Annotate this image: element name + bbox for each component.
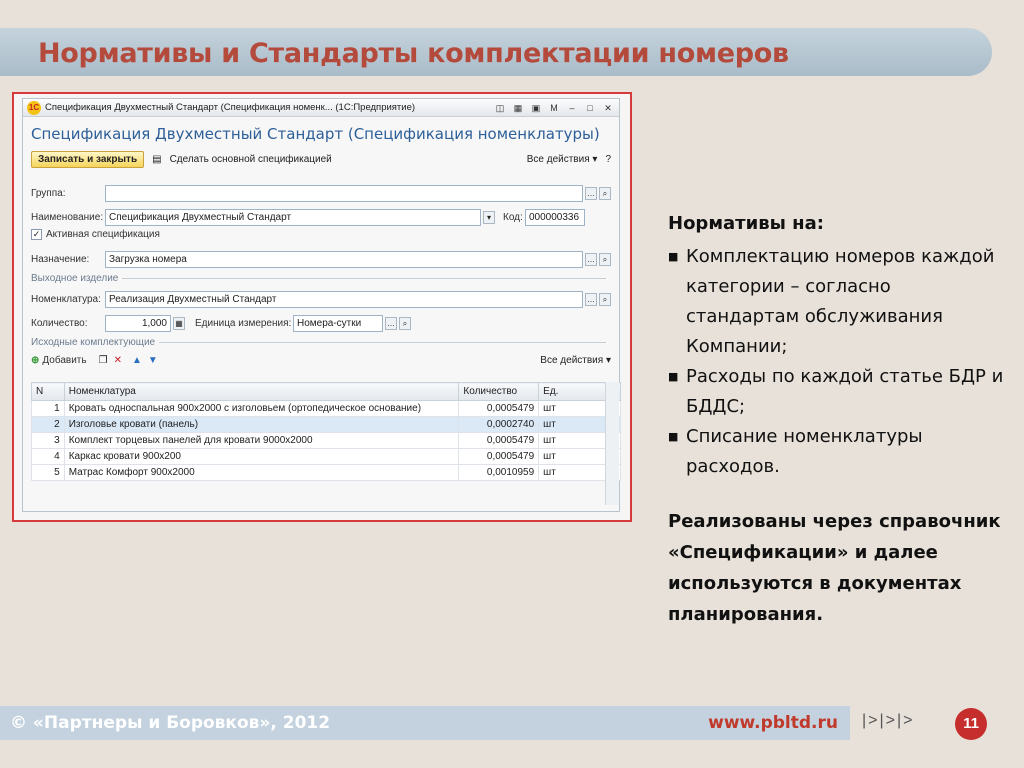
row-qty: 0,0005479 [459,449,539,465]
row-name: Каркас кровати 900х200 [64,449,459,465]
table-row[interactable] [32,401,621,417]
row-qty: 0,0005479 [459,401,539,417]
table-row-selected[interactable] [32,417,621,433]
spec-window [22,98,620,512]
window-titlebar [23,99,619,117]
bullet-text: Расходы по каждой статье БДР и БДДС; [686,366,1004,417]
save-icon[interactable]: ▤ [152,153,162,165]
row-name: Изголовье кровати (панель) [64,417,459,433]
quantity-label: Количество: [31,318,88,329]
active-row [31,229,160,240]
form-toolbar [23,147,619,171]
1c-logo-icon: 1С [27,101,41,115]
form-title: Спецификация Двухместный Стандарт (Спецификация номенклатуры) [31,125,600,143]
row-qty: 0,0002740 [459,417,539,433]
name-row [31,209,585,226]
purpose-search-icon[interactable]: ⌕ [599,253,611,266]
footer-arrows-icon: |>|>|> [862,712,915,729]
footer-url-link[interactable]: www.pbltd.ru [708,713,838,733]
move-down-icon[interactable]: ▼ [147,355,158,366]
table-scrollbar[interactable] [605,382,619,505]
add-button[interactable]: Добавить [42,355,87,366]
footer-bar [0,706,850,740]
code-label: Код: [503,212,523,223]
row-name: Кровать односпальная 900х2000 с изголовьем (ортопедическое основание) [64,401,459,417]
make-main-spec-button[interactable]: Сделать основной спецификацией [169,153,332,165]
table-row[interactable] [32,465,621,481]
active-label: Активная спецификация [46,229,160,240]
unit-field[interactable]: Номера-сутки [293,315,383,332]
row-unit: шт [539,417,621,433]
delete-icon[interactable]: ✕ [113,355,122,366]
nomenclature-field[interactable]: Реализация Двухместный Стандарт [105,291,583,308]
input-section: Исходные комплектующие [31,337,606,348]
unit-select-icon[interactable]: … [387,319,395,328]
active-checkbox[interactable]: ✓ [32,229,41,239]
row-unit: шт [539,465,621,481]
row-number: 5 [32,465,65,481]
all-actions-menu[interactable]: Все действия ▾ [526,153,598,165]
quantity-calc-icon[interactable]: ▦ [173,317,185,330]
page-number-badge: 11 [955,708,987,740]
row-number: 1 [32,401,65,417]
bullet-square-icon: ■ [668,430,679,443]
nomenclature-label: Номенклатура: [31,294,101,305]
quantity-row [31,315,411,332]
name-dropdown-icon[interactable]: ▾ [483,211,495,224]
unit-label: Единица измерения: [195,318,292,329]
purpose-field[interactable]: Загрузка номера [105,251,583,268]
row-unit: шт [539,449,621,465]
footer-copyright: © «Партнеры и Боровков», 2012 [10,713,331,733]
quantity-field[interactable]: 1,000 [105,315,171,332]
col-n[interactable]: N [32,383,65,401]
copy-icon[interactable]: ❐ [98,355,108,366]
bullet-square-icon: ■ [668,250,679,263]
code-field[interactable]: 000000336 [525,209,585,226]
side-panel [668,213,1008,630]
group-search-icon[interactable]: ⌕ [599,187,611,200]
window-refresh-icon[interactable]: ◫ [495,102,505,113]
purpose-row [31,251,611,268]
bullet-item [668,242,1008,362]
help-icon[interactable]: ? [605,153,611,165]
col-nomenclature[interactable]: Номенклатура [64,383,459,401]
nomenclature-search-icon[interactable]: ⌕ [599,293,611,306]
window-calc-icon[interactable]: ▦ [513,102,523,113]
name-label: Наименование: [31,212,104,223]
row-number: 2 [32,417,65,433]
side-heading: Нормативы на: [668,213,824,234]
unit-search-icon[interactable]: ⌕ [399,317,411,330]
group-select-icon[interactable]: … [587,189,595,198]
output-section: Выходное изделие [31,273,606,284]
table-all-actions-menu[interactable]: Все действия ▾ [540,355,611,366]
save-close-button[interactable]: Записать и закрыть [31,151,144,168]
row-name: Комплект торцевых панелей для кровати 9000х2000 [64,433,459,449]
nomenclature-select-icon[interactable]: … [587,295,595,304]
nomenclature-row [31,291,611,308]
slide-title: Нормативы и Стандарты комплектации номеров [38,38,789,69]
window-calendar-icon[interactable]: ▣ [531,102,541,113]
row-number: 3 [32,433,65,449]
row-number: 4 [32,449,65,465]
purpose-select-icon[interactable]: … [587,255,595,264]
bullet-item [668,422,1008,482]
group-field[interactable] [105,185,583,202]
group-row [31,185,611,202]
row-unit: шт [539,401,621,417]
bullet-square-icon: ■ [668,370,679,383]
row-qty: 0,0010959 [459,465,539,481]
window-title: Спецификация Двухместный Стандарт (Спецификация номенк... (1С:Предприятие) [45,102,416,113]
conclusion-text: Реализованы через справочник «Спецификации» и далее используются в документах планирования. [668,511,1001,625]
col-unit[interactable]: Ед. [539,383,621,401]
name-field[interactable]: Спецификация Двухместный Стандарт [105,209,481,226]
window-memory-icon[interactable]: M [550,102,558,113]
table-row[interactable] [32,433,621,449]
window-close-icon[interactable]: ✕ [604,102,612,113]
row-unit: шт [539,433,621,449]
group-label: Группа: [31,188,66,199]
window-minimize-icon[interactable]: – [569,102,575,113]
move-up-icon[interactable]: ▲ [131,355,142,366]
row-name: Матрас Комфорт 900х2000 [64,465,459,481]
add-icon[interactable]: ⊕ [31,355,40,366]
table-row[interactable] [32,449,621,465]
table-header [32,383,621,401]
components-table [31,382,621,481]
col-quantity[interactable]: Количество [459,383,539,401]
row-qty: 0,0005479 [459,433,539,449]
window-maximize-icon[interactable]: □ [587,102,593,113]
bullet-text: Комплектацию номеров каждой категории – согласно стандартам обслуживания Компании; [686,246,995,357]
bullet-item [668,362,1008,422]
purpose-label: Назначение: [31,254,90,265]
bullet-text: Списание номенклатуры расходов. [686,426,923,477]
screenshot-frame [12,92,632,522]
table-toolbar [31,355,611,366]
